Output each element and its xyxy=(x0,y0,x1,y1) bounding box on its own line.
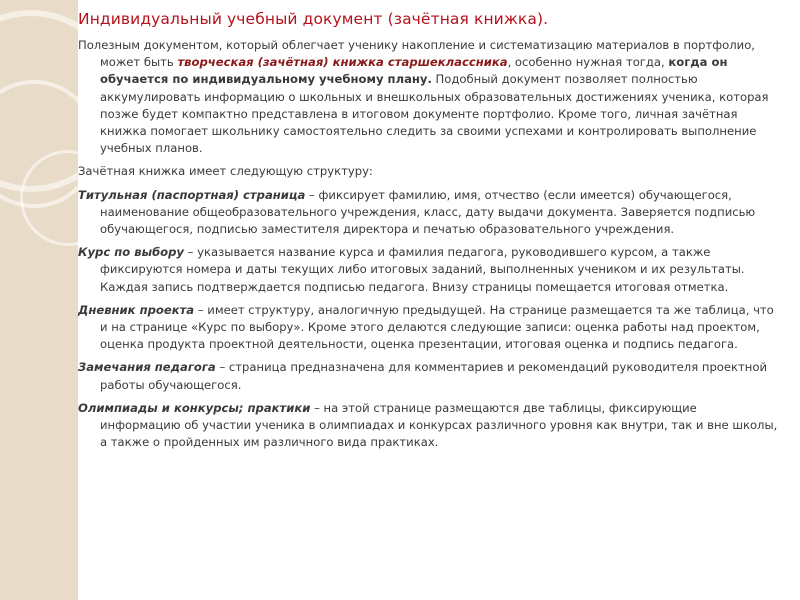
section-term: Курс по выбору xyxy=(78,245,184,260)
section-term: Дневник проекта xyxy=(78,302,195,317)
slide-content xyxy=(78,10,778,457)
section-term: Замечания педагога xyxy=(78,360,216,375)
section-paragraph: Титульная (паспортная) страница – фиксирует фамилию, имя, отчество (если имеется) обучающегося, наименование общеобразовательного учреждения, класс, дату выдачи документа. Заверяется подписью обучающегося, подписью заместителя директора и печатью образовательного учреждения. xyxy=(78,187,756,237)
decorative-side-panel xyxy=(0,0,78,600)
section-term: Титульная (паспортная) страница xyxy=(78,187,306,202)
bold-phrase: когда он обучается по индивидуальному учебному плану. xyxy=(100,55,728,87)
section-paragraph: Курс по выбору – указывается название курса и фамилия педагога, руководившего курсом, а также фиксируются номера и даты текущих либо итоговых заданий, выполненных учеником и их результаты. Каждая запись подтверждается подписью педагога. Внизу страницы помещается итоговая отметка. xyxy=(78,245,745,294)
section-paragraph: Замечания педагога – страница предназначена для комментариев и рекомендаций руководителя проектной работы обучающегося. xyxy=(78,360,768,392)
intro-paragraph: Полезным документом, который облегчает ученику накопление и систематизацию материалов в портфолио, может быть творческая (зачётная) книжка старшеклассника, особенно нужная тогда, когда он обучается по индивидуальному учебному плану. Подобный документ позволяет полностью аккумулировать информацию о школьных и внешкольных образовательных достижениях ученика, которая позже будет компактно представлена в итоговом документе портфолио. Кроме того, личная зачётная книжка помогает школьнику самостоятельно следить за своими успехами и контролировать выполнение учебных планов. xyxy=(78,38,769,156)
structure-intro: Зачётная книжка имеет следующую структуру: xyxy=(78,164,373,179)
section-paragraph: Олимпиады и конкурсы; практики – на этой странице размещаются две таблицы, фиксирующие информацию об участии ученика в олимпиадах и конкурсах различного уровня как внутри, так и вне школы, а также о пройденных им различного вида практиках. xyxy=(78,400,778,450)
section-paragraph: Дневник проекта – имеет структуру, аналогичную предыдущей. На странице размещается та же таблица, что и на странице «Курс по выбору». Кроме этого делаются следующие записи: оценка работы над проектом, оценка продукта проектной деятельности, оценка презентации, итоговая оценка и подпись педагога. xyxy=(78,302,774,352)
highlighted-term: творческая (зачётная) книжка старшеклассника xyxy=(177,55,508,70)
section-term: Олимпиады и конкурсы; практики xyxy=(78,400,311,415)
page-title: Индивидуальный учебный документ (зачётная книжка). xyxy=(78,10,549,28)
